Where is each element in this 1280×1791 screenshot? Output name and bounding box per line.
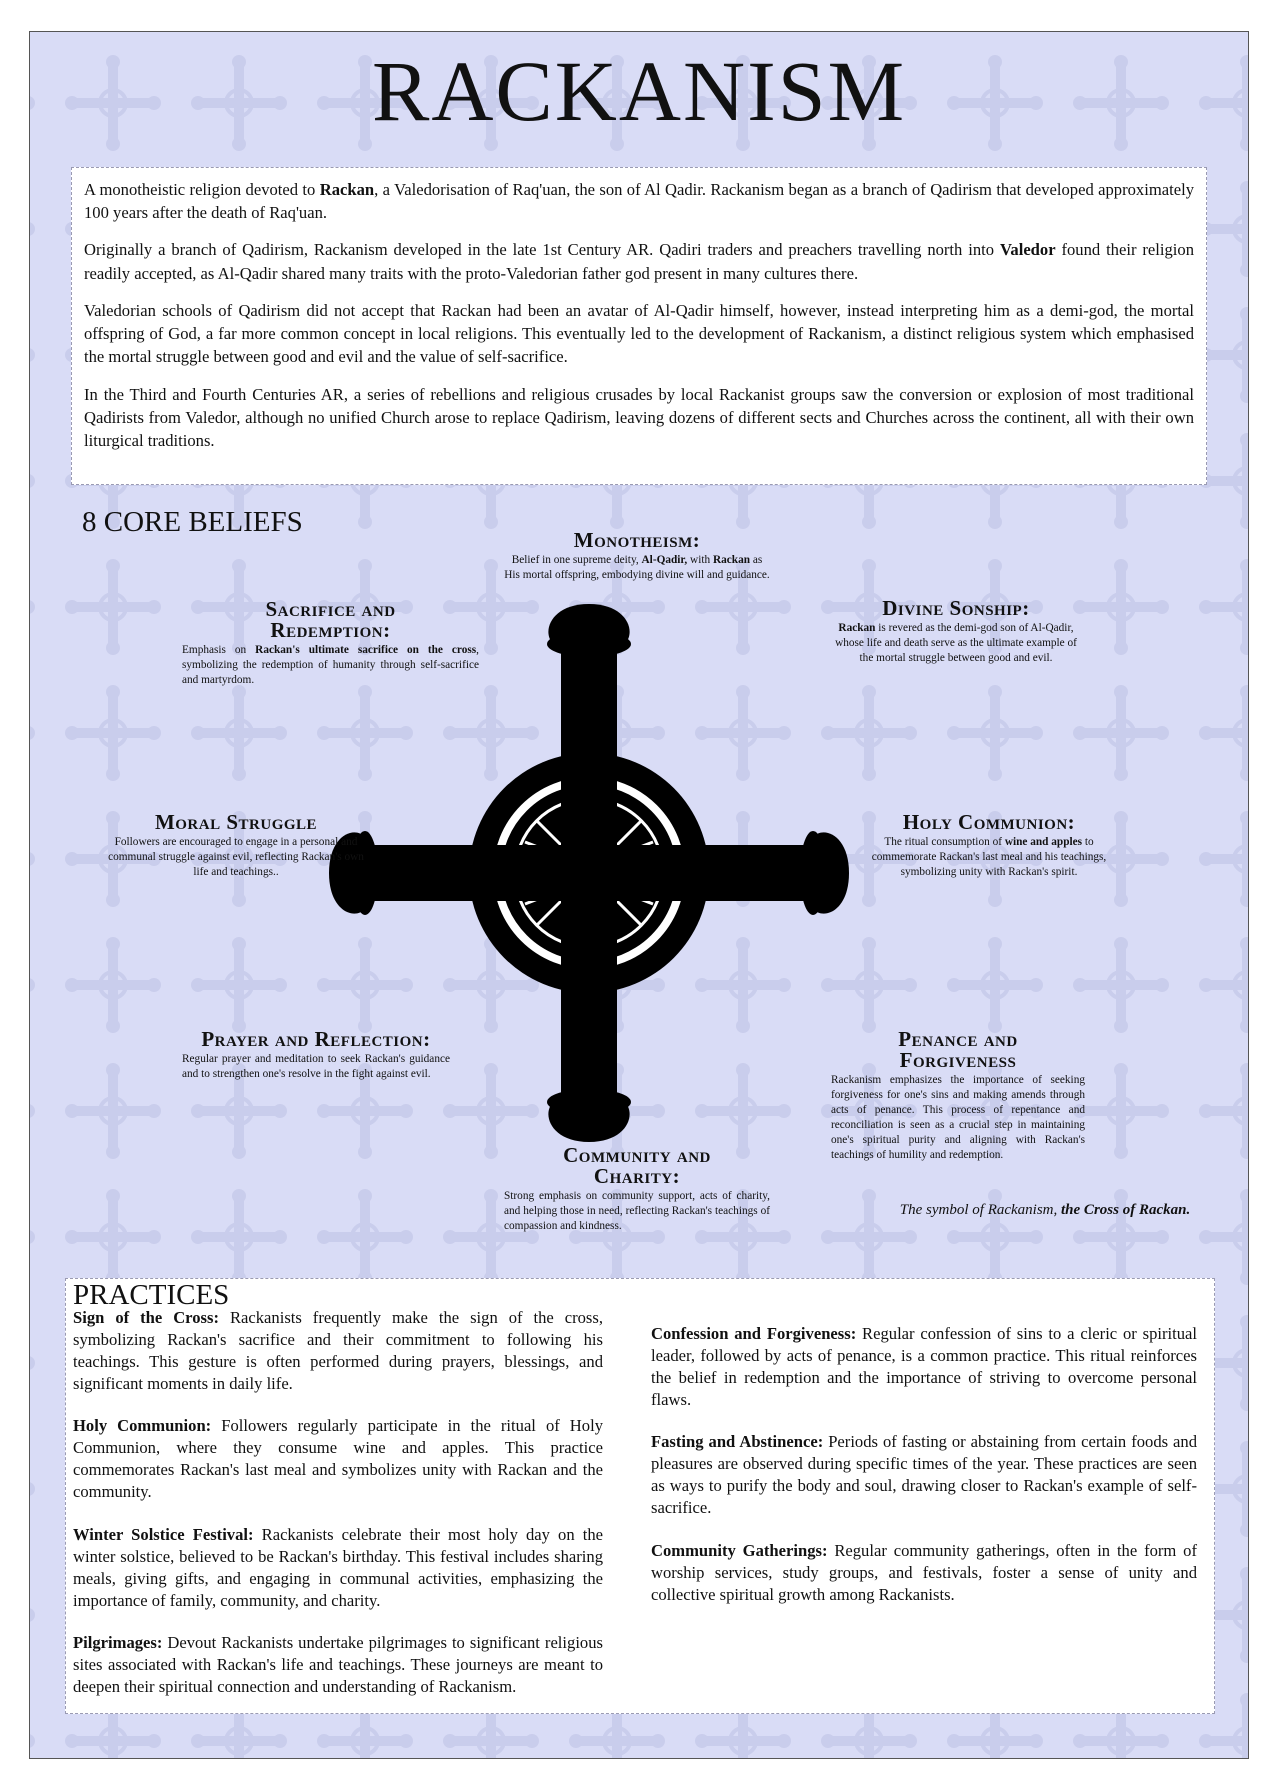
belief-title: Divine Sonship: [882,596,1030,620]
belief-text: Strong emphasis on community support, acts of charity, and helping those in need, reflecting Rackan's teachings of compassion and kindness. [504,1190,770,1232]
intro-paragraph-1: A monotheistic religion devoted to Rackan, a Valedorisation of Raq'uan, the son of Al Qadir. Rackanism began as a branch of Qadirism that developed approximately 100 years after the death of Raq'uan. [84,180,1194,223]
belief-sacrifice-and-redemption [182,599,479,688]
practices-box [65,1278,1215,1714]
belief-prayer-and-reflection [182,1029,450,1082]
practice-item: Community Gatherings: Regular community gatherings, often in the form of worship services, study groups, and festivals, foster a sense of unity and collective spiritual growth among Rackanists. [651,1540,1197,1604]
practices-column-left [73,1307,603,1718]
intro-box [71,167,1207,485]
practice-item: Fasting and Abstinence: Periods of fasting or abstaining from certain foods and pleasures are observed during specific times of the year. These practices are seen as ways to purify the body and soul, drawing closer to Rackan's example of self-sacrifice. [651,1432,1198,1518]
practice-item: Pilgrimages: Devout Rackanists undertake pilgrimages to significant religious sites associated with Rackan's life and teachings. These journeys are meant to deepen their spiritual connection and understanding of Rackanism. [73,1632,603,1696]
practices-column-right [651,1323,1197,1626]
belief-title: Holy Communion: [902,810,1076,834]
belief-text: Belief in one supreme deity, Al-Qadir, with Rackan as His mortal offspring, embodying divine will and guidance. [504,554,770,581]
belief-text: The ritual consumption of wine and apples to commemorate Rackan's last meal and his teachings, symbolizing unity with Rackan's spirit. [871,836,1107,878]
belief-title: Community and Charity: [563,1143,711,1188]
practice-item: Holy Communion: Followers regularly participate in the ritual of Holy Communion, where they consume wine and apples. This practice commemorates Rackan's last meal and symbolizes unity with Rackan and the community. [73,1416,603,1502]
core-beliefs-heading: 8 CORE BELIEFS [82,506,303,538]
belief-text: Emphasis on Rackan's ultimate sacrifice on the cross, symbolizing the redemption of humanity through self-sacrifice and martyrdom. [182,644,479,686]
belief-divine-sonship [829,598,1083,666]
practice-item: Confession and Forgiveness: Regular confession of sins to a cleric or spiritual leader, followed by acts of penance, is a common practice. This ritual reinforces the belief in redemption and the importance of striving to overcome personal flaws. [651,1324,1197,1410]
belief-text: Regular prayer and meditation to seek Rackan's guidance and to strengthen one's resolve in the fight against evil. [182,1053,450,1080]
intro-paragraph-2: Originally a branch of Qadirism, Rackanism developed in the late 1st Century AR. Qadiri traders and preachers travelling north into Valedor found their religion readily accepted, as Al-Qadir shared many traits with the proto-Valedorian father god present in many cultures there. [84,240,1194,283]
belief-title: Prayer and Reflection: [201,1027,431,1051]
symbol-caption: The symbol of Rackanism, the Cross of Rackan. [899,1202,1191,1218]
belief-monotheism [504,530,770,583]
intro-paragraph-4: In the Third and Fourth Centuries AR, a series of rebellions and religious crusades by local Rackanist groups saw the conversion or explosion of most traditional Qadirists from Valedor, although no unified Church arose to replace Qadirism, leaving dozens of different sects and Churches across the continent, all with their own liturgical traditions. [84,384,1194,450]
belief-text: Followers are encouraged to engage in a personal and communal struggle against evil, reflecting Rackan's own life and teachings.. [108,836,364,878]
belief-title: Moral Struggle [154,810,318,834]
practices-heading: PRACTICES [73,1279,230,1311]
belief-title: Penance and Forgiveness [898,1027,1018,1072]
page-title: RACKANISM [371,43,907,139]
belief-moral-struggle [100,812,372,880]
belief-community-and-charity [504,1145,770,1234]
belief-title: Sacrifice and Redemption: [265,597,396,642]
practice-item: Winter Solstice Festival: Rackanists celebrate their most holy day on the winter solstice, believed to be Rackan's birthday. This festival includes sharing meals, giving gifts, and engaging in communal activities, emphasizing the importance of family, community, and charity. [73,1524,603,1610]
poster [29,31,1249,1759]
belief-title: Monotheism: [573,528,701,552]
belief-holy-communion [860,812,1118,880]
intro-paragraph-3: Valedorian schools of Qadirism did not accept that Rackan had been an avatar of Al-Qadir himself, however, instead interpreting him as a demi-god, the mortal offspring of God, a far more common concept in local religions. This eventually led to the development of Rackanism, a distinct religious system which emphasised the mortal struggle between good and evil and the value of self-sacrifice. [84,300,1194,367]
practice-item: Sign of the Cross: Rackanists frequently make the sign of the cross, symbolizing Rackan's sacrifice and their commitment to following his teachings. This gesture is often performed during prayers, blessings, and significant moments in daily life. [73,1308,603,1394]
belief-text: Rackanism emphasizes the importance of seeking forgiveness for one's sins and making amends through acts of penance. This process of repentance and reconciliation is seen as a crucial step in maintaining one's spiritual purity and aligning with Rackan's teachings of humility and redemption. [831,1074,1085,1161]
belief-penance-and-forgiveness [831,1029,1085,1162]
belief-text: Rackan is revered as the demi-god son of Al-Qadir, whose life and death serve as the ultimate example of the mortal struggle between good and evil. [835,622,1077,664]
